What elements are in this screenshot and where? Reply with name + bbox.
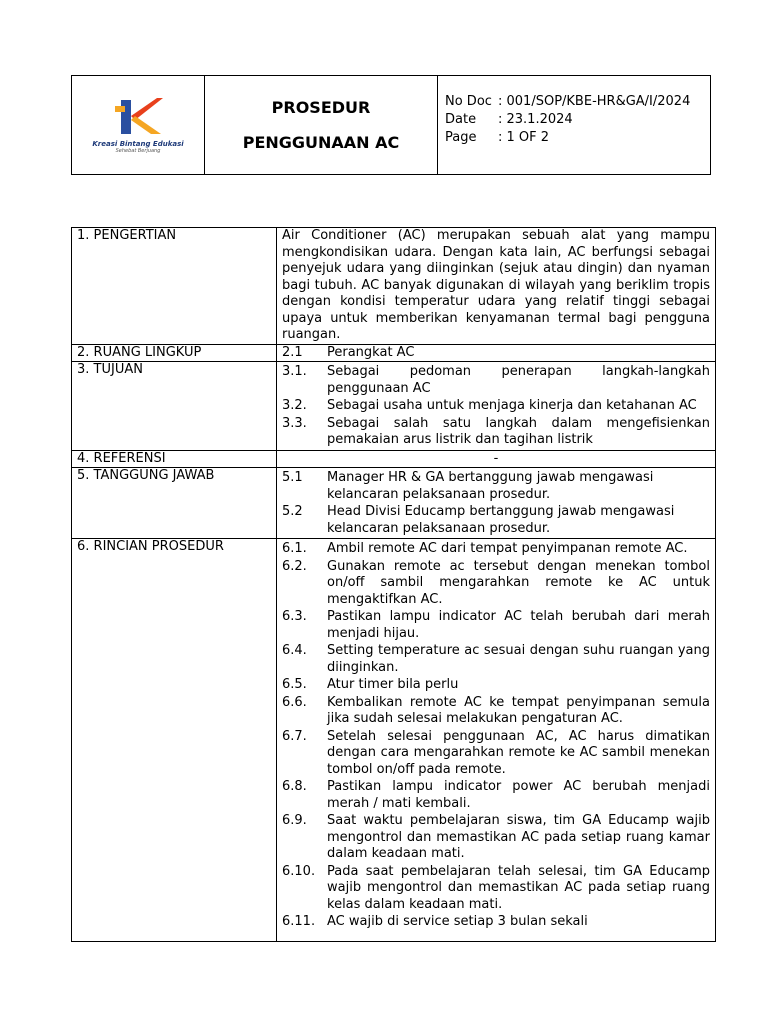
- item-number: 6.9.: [282, 813, 307, 828]
- section-label: 2. RUANG LINGKUP: [72, 344, 277, 362]
- list-item: [282, 541, 710, 558]
- list-item: [282, 677, 710, 694]
- list-item: [282, 398, 710, 415]
- list-item: [282, 864, 710, 914]
- item-text: Saat waktu pembelajaran siswa, tim GA Educamp wajib mengontrol dan memastikan AC pada setiap ruang kamar dalam keadaan mati.: [327, 813, 710, 861]
- list-item: [282, 416, 710, 449]
- info-value: : 001/SOP/KBE-HR&GA/I/2024: [498, 94, 691, 109]
- procedure-table: [71, 227, 716, 942]
- document-info: [438, 76, 710, 174]
- item-text: Perangkat AC: [327, 344, 415, 360]
- section-label: 6. RINCIAN PROSEDUR: [72, 539, 277, 942]
- tanggung-jawab-content: [277, 468, 716, 539]
- info-label: Date: [445, 112, 477, 127]
- document-title-line1: PROSEDUR: [271, 97, 371, 117]
- logo-company-name: Kreasi Bintang Edukasi: [92, 140, 184, 148]
- list-item: [282, 914, 710, 931]
- list-item: [282, 345, 710, 362]
- item-text: Sebagai salah satu langkah dalam mengefisienkan pemakaian arus listrik dan tagihan listrik: [327, 415, 710, 447]
- info-label: No Doc: [445, 94, 492, 109]
- item-text: Head Divisi Educamp bertanggung jawab mengawasi kelancaran pelaksanaan prosedur.: [327, 504, 675, 536]
- item-number: 2.1: [282, 344, 303, 360]
- item-text: Pada saat pembelajaran telah selesai, tim GA Educamp wajib mengontrol dan memastikan AC pada setiap ruang kelas dalam keadaan mati.: [327, 863, 710, 912]
- list-item: [282, 470, 710, 503]
- document-title-line2: PENGGUNAAN AC: [242, 132, 400, 152]
- item-text: Pastikan lampu indicator AC telah berubah dari merah menjadi hijau.: [327, 609, 710, 641]
- info-value: : 1 OF 2: [498, 130, 550, 145]
- row-tujuan: [72, 362, 716, 451]
- item-text: Gunakan remote ac tersebut dengan menekan tombol on/off sambil mengarahkan remote ke AC untuk mengaktifkan AC.: [327, 558, 710, 607]
- row-tanggung-jawab: [72, 468, 716, 539]
- logo-tagline: Sehebat Berjuang: [115, 148, 161, 154]
- list-item: [282, 609, 710, 642]
- section-label: 1. PENGERTIAN: [72, 228, 277, 345]
- item-text: Manager HR & GA bertanggung jawab mengawasi kelancaran pelaksanaan prosedur.: [327, 470, 654, 502]
- item-number: 3.3.: [282, 415, 307, 431]
- item-number: 6.11.: [282, 914, 316, 929]
- row-rincian-prosedur: [72, 539, 716, 942]
- item-text: Setelah selesai penggunaan AC, AC harus dimatikan dengan cara mengarahkan remote ke AC sambil menekan tombol on/off pada remote.: [327, 728, 710, 777]
- list-item: [282, 779, 710, 812]
- section-label: 4. REFERENSI: [72, 450, 277, 468]
- item-number: 6.2.: [282, 558, 307, 574]
- item-number: 6.7.: [282, 728, 307, 744]
- item-text: Kembalikan remote AC ke tempat penyimpanan semula jika sudah selesai melakukan pengaturan AC.: [327, 694, 710, 726]
- item-number: 6.8.: [282, 779, 307, 794]
- item-number: 5.1: [282, 470, 303, 485]
- document-header: [71, 75, 711, 175]
- list-item: [282, 559, 710, 609]
- list-item: [282, 643, 710, 676]
- item-text: AC wajib di service setiap 3 bulan sekali: [327, 914, 588, 929]
- info-value: : 23.1.2024: [498, 112, 573, 127]
- item-number: 6.6.: [282, 694, 307, 710]
- list-item: [282, 813, 710, 863]
- row-ruang-lingkup: [72, 344, 716, 362]
- item-text: Pastikan lampu indicator power AC berubah menjadi merah / mati kembali.: [327, 779, 710, 811]
- item-text: Sebagai pedoman penerapan langkah-langkah penggunaan AC: [327, 364, 710, 396]
- tujuan-content: [277, 362, 716, 451]
- item-number: 3.2.: [282, 398, 307, 413]
- section-label: 5. TANGGUNG JAWAB: [72, 468, 277, 539]
- list-item: [282, 729, 710, 779]
- item-number: 3.1.: [282, 364, 307, 379]
- ruang-lingkup-content: [277, 344, 716, 362]
- title-cell: [205, 76, 438, 174]
- item-text: Ambil remote AC dari tempat penyimpanan remote AC.: [327, 541, 688, 556]
- item-text: Sebagai usaha untuk menjaga kinerja dan ketahanan AC: [327, 398, 697, 413]
- info-row-date: [445, 111, 710, 129]
- item-text: Setting temperature ac sesuai dengan suhu ruangan yang diinginkan.: [327, 643, 710, 675]
- rincian-content: [277, 539, 716, 942]
- section-label: 3. TUJUAN: [72, 362, 277, 451]
- pengertian-text: Air Conditioner (AC) merupakan sebuah alat yang mampu mengkondisikan udara. Dengan kata lain, AC berfungsi sebagai penyejuk udara yang diinginkan (sejuk atau dingin) dan nyaman bagi tubuh. AC banyak digunakan di wilayah yang beriklim tropis dengan kondisi temperatur udara yang relatif tinggi sebagai upaya untuk memberikan kenyamanan termal bagi pengguna ruangan.: [277, 228, 716, 345]
- item-number: 5.2: [282, 504, 303, 519]
- list-item: [282, 504, 710, 537]
- item-number: 6.3.: [282, 609, 307, 624]
- list-item: [282, 364, 710, 397]
- item-number: 6.10.: [282, 863, 316, 879]
- info-label: Page: [445, 130, 477, 145]
- item-number: 6.5.: [282, 677, 307, 692]
- logo-cell: [72, 76, 205, 174]
- info-row-doc: [445, 93, 710, 111]
- referensi-text: -: [277, 450, 716, 468]
- row-referensi: [72, 450, 716, 468]
- item-number: 6.1.: [282, 541, 307, 556]
- row-pengertian: [72, 228, 716, 345]
- item-number: 6.4.: [282, 643, 307, 658]
- item-text: Atur timer bila perlu: [327, 677, 459, 692]
- list-item: [282, 695, 710, 728]
- company-logo-icon: [111, 96, 165, 138]
- info-row-page: [445, 129, 710, 147]
